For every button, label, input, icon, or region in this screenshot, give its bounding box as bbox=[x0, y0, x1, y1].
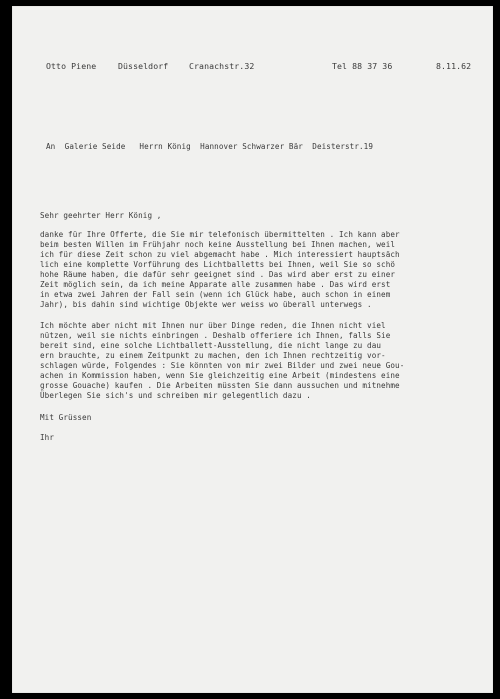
sender-street: Cranachstr.32 bbox=[189, 61, 255, 71]
letter-date: 8.11.62 bbox=[436, 61, 472, 71]
text-line: schlagen würde, Folgendes : Sie könnten von mir zwei Bilder und zwei neue Gou- bbox=[40, 361, 405, 370]
text-line: Jahr), bis dahin sind wichtige Objekte wer weiss wo überall unterwegs . bbox=[40, 300, 372, 309]
text-line: nützen, weil sie nichts einbringen . Deshalb offeriere ich Ihnen, falls Sie bbox=[40, 331, 391, 340]
text-line: lich eine komplette Vorführung des Lichtballetts bei Ihnen, weil Sie so schö bbox=[40, 260, 396, 269]
text-line: Ich möchte aber nicht mit Ihnen nur über Dinge reden, die Ihnen nicht viel bbox=[40, 321, 386, 330]
text-line: in etwa zwei Jahren der Fall sein (wenn ich Glück habe, auch schon in einem bbox=[40, 290, 391, 299]
text-line: grosse Gouache) kaufen . Die Arbeiten müssten Sie dann aussuchen und mitnehme bbox=[40, 381, 400, 390]
text-line: beim besten Willen im Frühjahr noch keine Ausstellung bei Ihnen machen, weil bbox=[40, 240, 396, 249]
letter-sheet bbox=[12, 6, 493, 693]
recipient-address: An Galerie Seide Herrn König Hannover Schwarzer Bär Deisterstr.19 bbox=[46, 142, 374, 151]
salutation: Sehr geehrter Herr König , bbox=[40, 211, 162, 220]
sender-name: Otto Piene bbox=[46, 61, 97, 71]
text-line: hohe Räume haben, die dafür sehr geeignet sind . Das wird aber erst zu einer bbox=[40, 270, 396, 279]
text-line: Zeit möglich sein, da ich meine Apparate alle zusammen habe . Das wird erst bbox=[40, 280, 391, 289]
sender-city: Düsseldorf bbox=[118, 61, 169, 71]
text-line: ich für diese Zeit schon zu viel abgemacht habe . Mich interessiert hauptsäch bbox=[40, 250, 400, 259]
closing: Mit Grüssen bbox=[40, 413, 92, 422]
text-line: achen in Kommission haben, wenn Sie gleichzeitig eine Arbeit (mindestens eine bbox=[40, 371, 400, 380]
text-line: danke für Ihre Offerte, die Sie mir telefonisch übermittelten . Ich kann aber bbox=[40, 230, 400, 239]
signoff: Ihr bbox=[40, 433, 55, 442]
text-line: bereit sind, eine solche Lichtballett-Ausstellung, die nicht lange zu dau bbox=[40, 341, 382, 350]
sender-phone: Tel 88 37 36 bbox=[332, 61, 393, 71]
text-line: ern brauchte, zu einem Zeitpunkt zu machen, den ich Ihnen rechtzeitig vor- bbox=[40, 351, 386, 360]
text-line: Überlegen Sie sich's und schreiben mir gelegentlich dazu . bbox=[40, 391, 311, 400]
